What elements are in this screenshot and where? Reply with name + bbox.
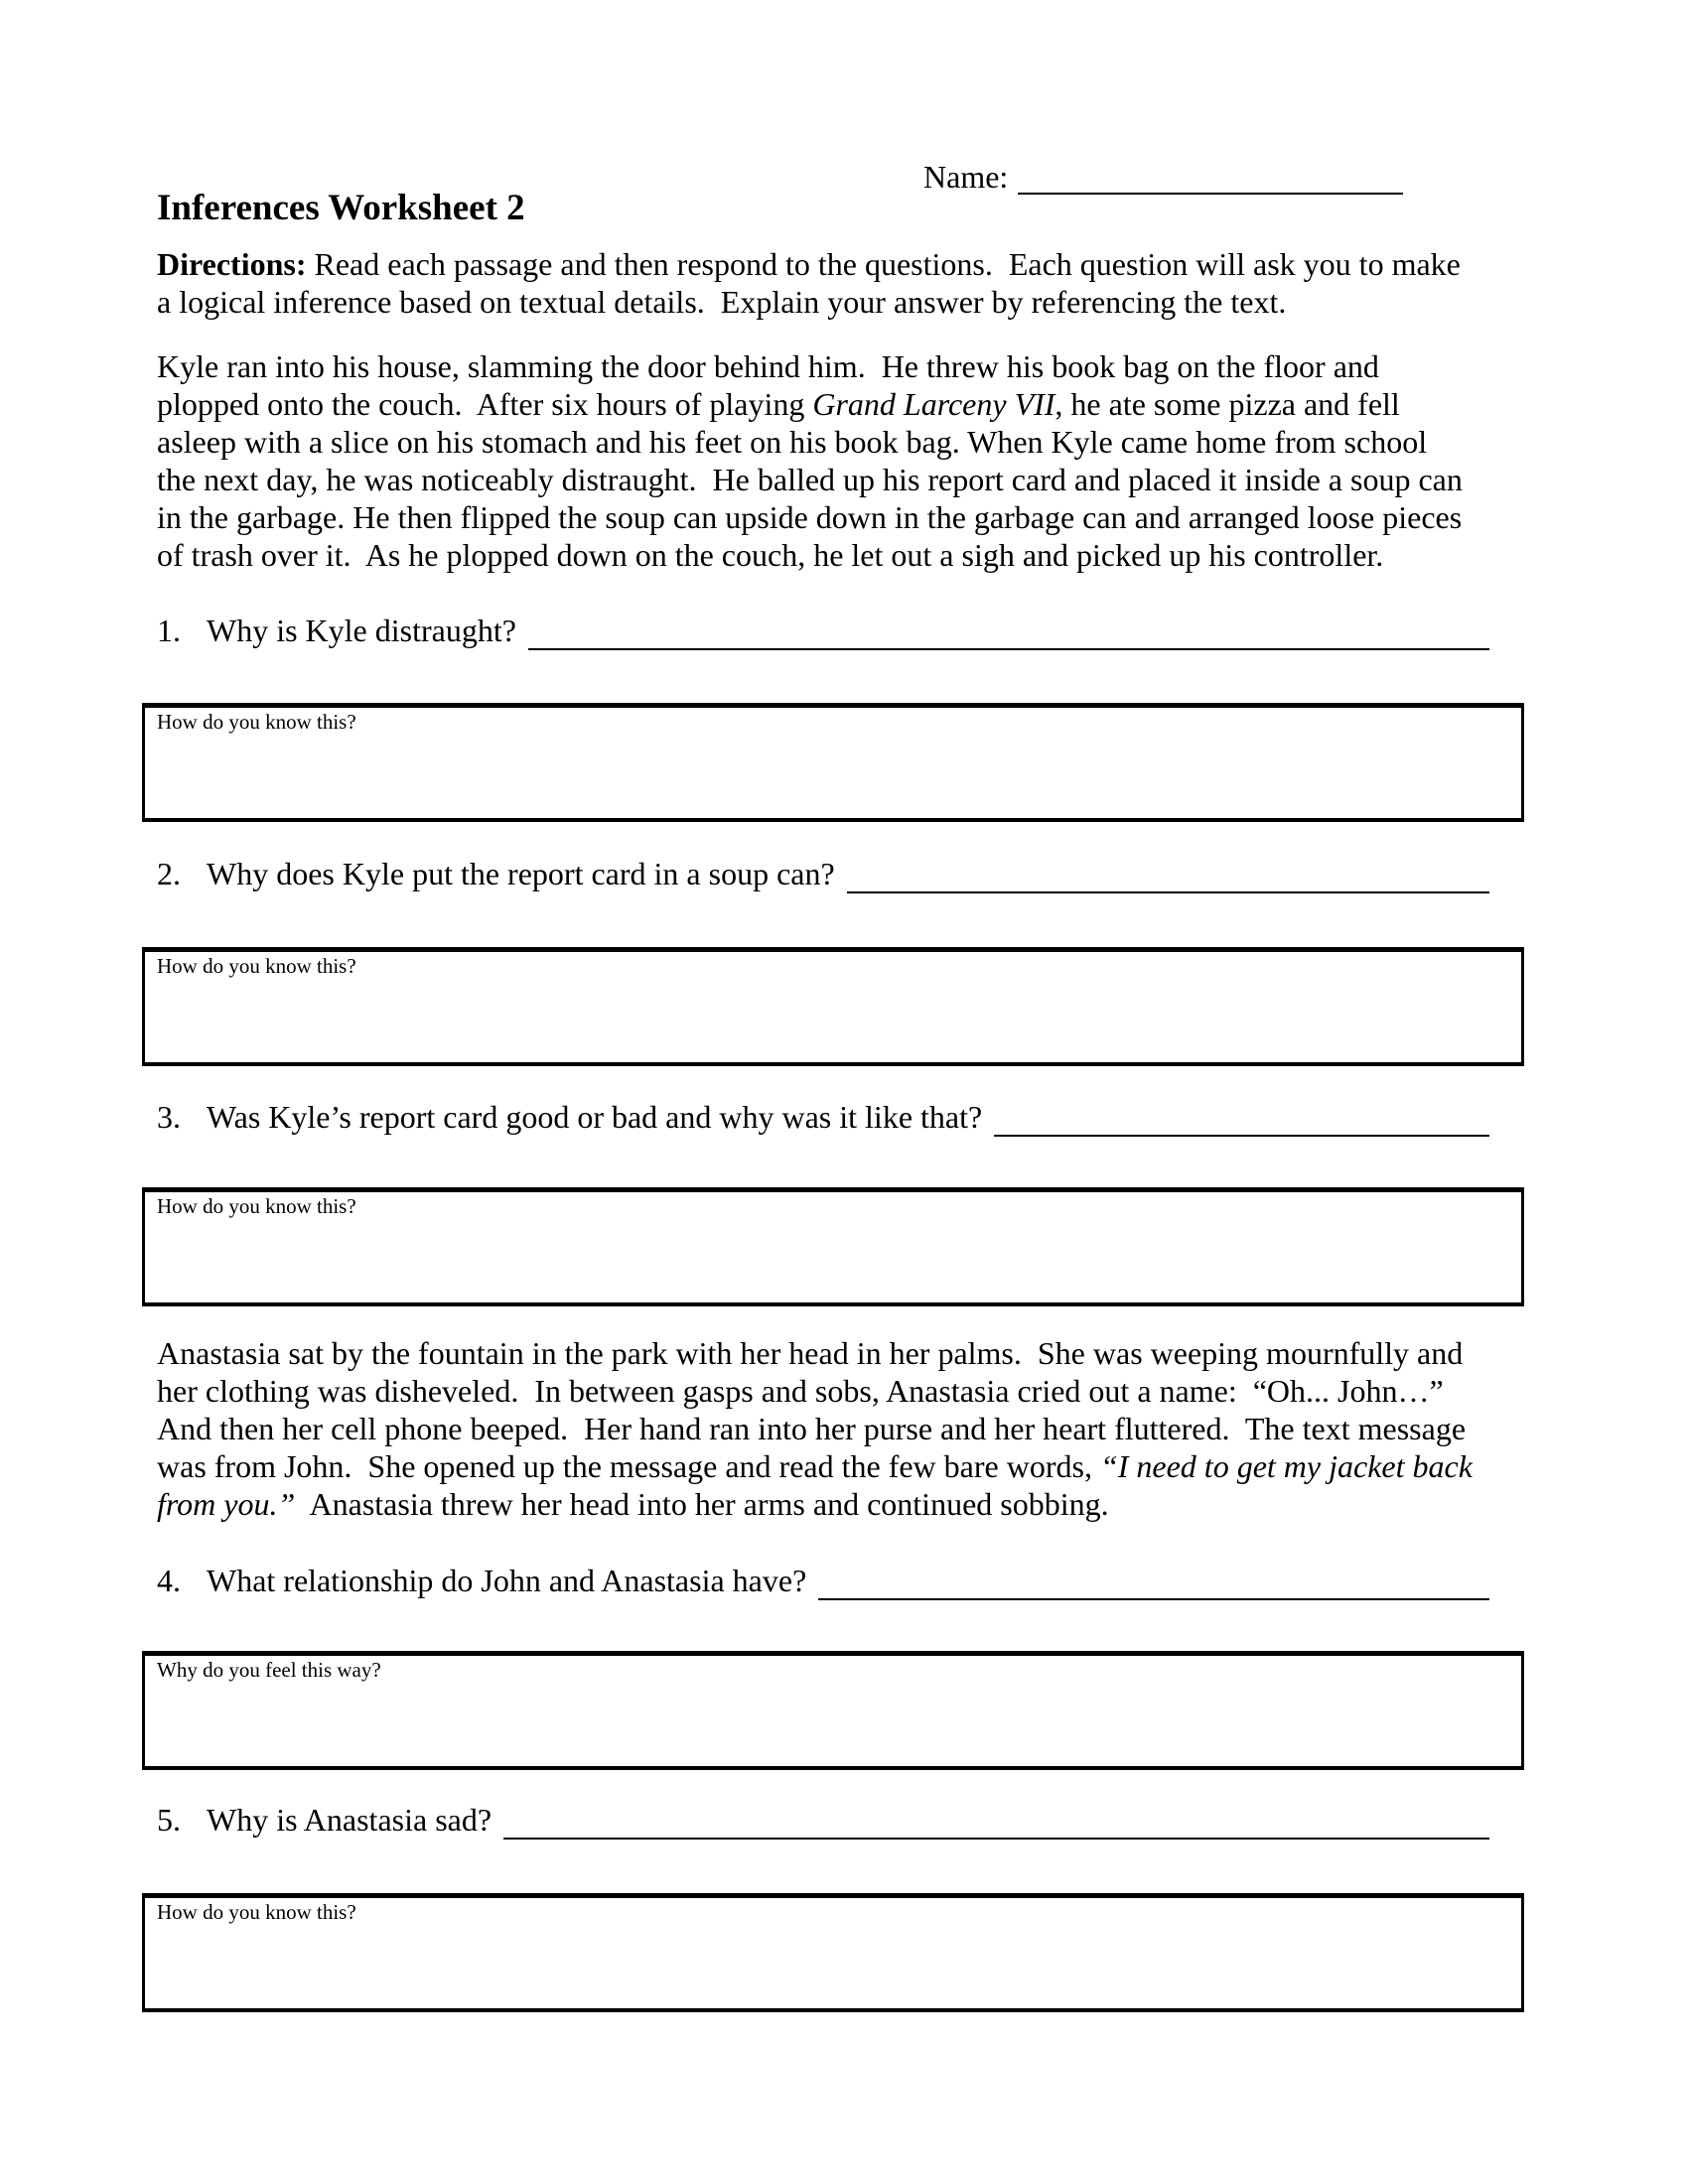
question-2-text: Why does Kyle put the report card in a soup can?: [207, 856, 835, 891]
question-5-answer-box[interactable]: [142, 1893, 1524, 2012]
question-1-text: Why is Kyle distraught?: [207, 613, 516, 648]
directions-paragraph: Directions: Read each passage and then respond to the questions. Each question will ask you to make a logical inference based on textual details. Explain your answer by referencing the text.: [157, 246, 1461, 320]
question-2-row: [157, 854, 1489, 893]
question-1-answer-blank[interactable]: [528, 611, 1489, 650]
question-3-box-label: How do you know this?: [157, 1194, 356, 1218]
question-5-answer-blank[interactable]: [503, 1800, 1489, 1840]
name-answer-blank[interactable]: [1018, 161, 1403, 195]
question-2-number: 2.: [157, 856, 181, 891]
question-1-row: [157, 611, 1489, 650]
page-title: Inferences Worksheet 2: [157, 188, 525, 228]
passage-anastasia: Anastasia sat by the fountain in the park with her head in her palms. She was weeping mournfully and her clothing was disheveled. In between gasps and sobs, Anastasia cried out a name: “Oh... John…” And then her cell phone beeped. Her hand ran into her purse and her heart fluttered. The text message was from John. She opened up the message and read the few bare words, “I need to get my jacket back from you.” Anastasia threw her head into her arms and continued sobbing.: [157, 1335, 1473, 1522]
question-4-row: [157, 1561, 1489, 1600]
question-2-answer-box[interactable]: [142, 947, 1524, 1066]
question-3-answer-box[interactable]: [142, 1187, 1524, 1306]
question-2-answer-blank[interactable]: [847, 854, 1489, 893]
question-1-answer-box[interactable]: [142, 703, 1524, 822]
question-4-number: 4.: [157, 1563, 181, 1598]
question-5-number: 5.: [157, 1802, 181, 1838]
question-4-box-label: Why do you feel this way?: [157, 1658, 381, 1682]
question-4-answer-box[interactable]: [142, 1651, 1524, 1770]
name-label: Name:: [923, 159, 1009, 195]
question-3-text: Was Kyle’s report card good or bad and why was it like that?: [207, 1099, 983, 1135]
question-1-number: 1.: [157, 613, 181, 648]
question-4-text: What relationship do John and Anastasia have?: [207, 1563, 807, 1598]
question-3-row: [157, 1097, 1489, 1137]
passage-kyle: Kyle ran into his house, slamming the door behind him. He threw his book bag on the floor and plopped onto the couch. After six hours of playing Grand Larceny VII, he ate some pizza and fell asleep with a slice on his stomach and his feet on his book bag. When Kyle came home from school the next day, he was noticeably distraught. He balled up his report card and placed it inside a soup can in the garbage. He then flipped the soup can upside down in the garbage can and arranged loose pieces of trash over it. As he plopped down on the couch, he let out a sigh and picked up his controller.: [157, 348, 1463, 573]
question-5-box-label: How do you know this?: [157, 1900, 356, 1924]
question-5-text: Why is Anastasia sad?: [207, 1802, 492, 1838]
question-2-box-label: How do you know this?: [157, 954, 356, 978]
question-1-box-label: How do you know this?: [157, 710, 356, 734]
question-4-answer-blank[interactable]: [818, 1561, 1489, 1600]
question-3-number: 3.: [157, 1099, 181, 1135]
question-3-answer-blank[interactable]: [994, 1097, 1489, 1137]
name-row: [923, 159, 1403, 195]
question-5-row: [157, 1800, 1489, 1840]
